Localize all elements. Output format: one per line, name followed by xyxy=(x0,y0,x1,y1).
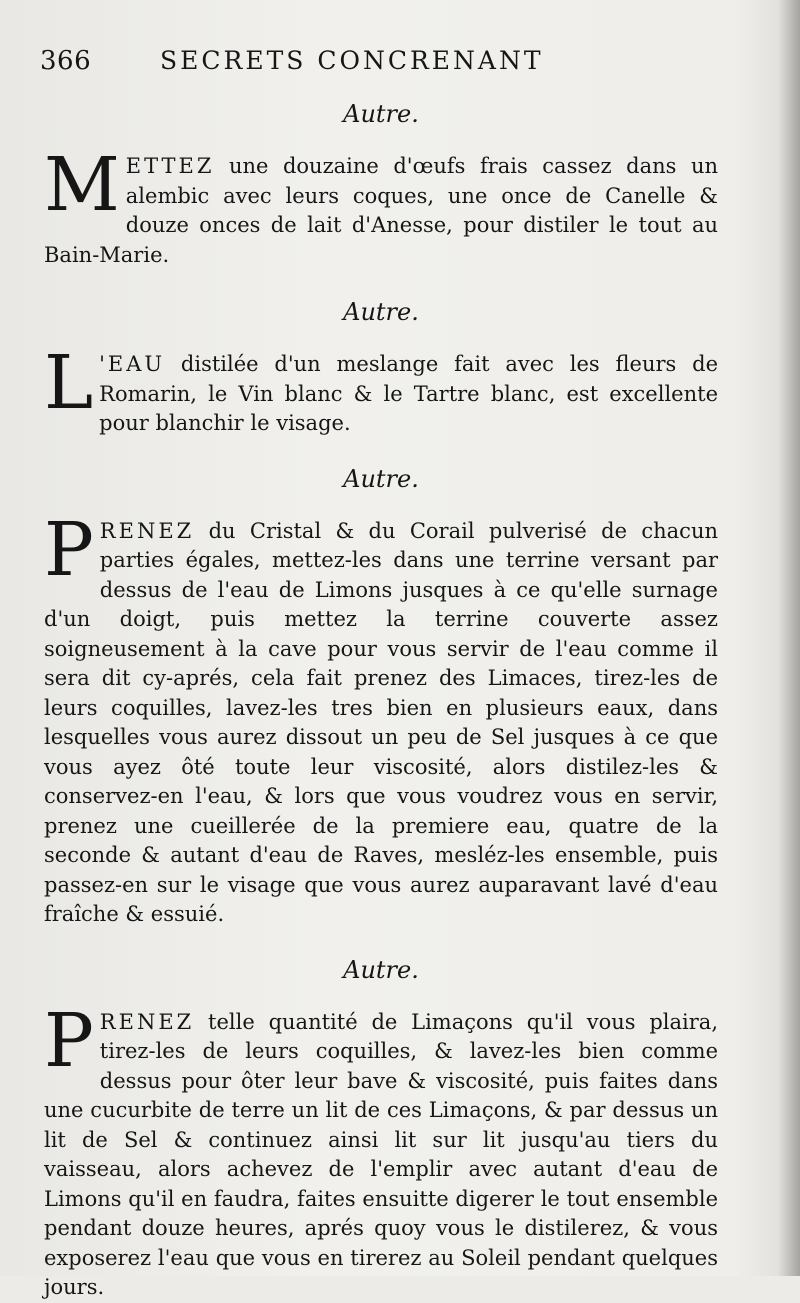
lead-word: ETTEZ xyxy=(125,154,215,178)
recipe-paragraph xyxy=(44,142,718,270)
section-title: Autre. xyxy=(343,464,419,493)
lead-word: 'EAU xyxy=(99,352,166,376)
lead-word: RENEZ xyxy=(99,518,195,543)
paragraph-text: une douzaine d'œufs frais cassez dans un alembic avec leurs coques, une once de Canelle & douze onces de lait d'Anesse, pour distiler le tout au Bain-Marie. xyxy=(44,154,718,267)
page-body xyxy=(44,96,718,1303)
recipe-section xyxy=(44,461,718,930)
recipe-paragraph xyxy=(44,340,718,439)
drop-cap: P xyxy=(44,997,94,1084)
recipe-section xyxy=(44,952,718,1303)
recipe-paragraph xyxy=(44,506,718,930)
page-header xyxy=(40,40,760,80)
running-head: SECRETS CONCRENANT xyxy=(160,46,544,75)
section-title: Autre. xyxy=(343,298,419,326)
drop-cap: M xyxy=(44,142,120,228)
section-title: Autre. xyxy=(343,100,419,128)
recipe-section xyxy=(44,294,718,439)
page-number: 366 xyxy=(40,46,92,76)
paragraph-text: telle quantité de Limaçons qu'il vous plaira, tirez-les de leurs coquilles, & lavez-les bien comme dessus pour ôter leur bave & viscosité, puis faites dans une cucurbite de terre un lit de ces Limaçons, & par dessus un lit de Sel & continuez ainsi lit sur lit jusqu'au tiers du vaisseau, alors achevez de l'emplir avec autant d'eau de Limons qu'il en faudra, faites ensuitte digerer le tout ensemble pendant douze heures, aprés quoy vous le distilerez, & vous exposerez l'eau que vous en tirerez au Soleil pendant quelques jours. xyxy=(44,1009,718,1299)
recipe-paragraph xyxy=(44,997,718,1303)
drop-cap: L xyxy=(44,340,94,426)
section-title: Autre. xyxy=(343,955,419,984)
paragraph-text: du Cristal & du Corail pulverisé de chacun parties égales, mettez-les dans une terrine versant par dessus de l'eau de Limons jusques à ce qu'elle surnage d'un doigt, puis mettez la terrine couverte assez soigneusement à la cave pour vous servir de l'eau comme il sera dit cy-aprés, cela fait prenez des Limaces, tirez-les de leurs coquilles, lavez-les tres bien en plusieurs eaux, dans lesquelles vous aurez dissout un peu de Sel jusques à ce que vous ayez ôté toute leur viscosité, alors distilez-les & conservez-en l'eau, & lors que vous voudrez vous en servir, prenez une cueillerée de la premiere eau, quatre de la seconde & autant d'eau de Raves, mesléz-les ensemble, puis passez-en sur le visage que vous aurez auparavant lavé d'eau fraîche & essuié. xyxy=(44,518,718,926)
page-shadow-edge xyxy=(778,0,800,1276)
lead-word: RENEZ xyxy=(99,1009,195,1034)
paragraph-text: distilée d'un meslange fait avec les fleurs de Romarin, le Vin blanc & le Tartre blanc, est excellente pour blanchir le visage. xyxy=(99,352,718,435)
drop-cap: P xyxy=(44,506,94,593)
recipe-section xyxy=(44,96,718,270)
